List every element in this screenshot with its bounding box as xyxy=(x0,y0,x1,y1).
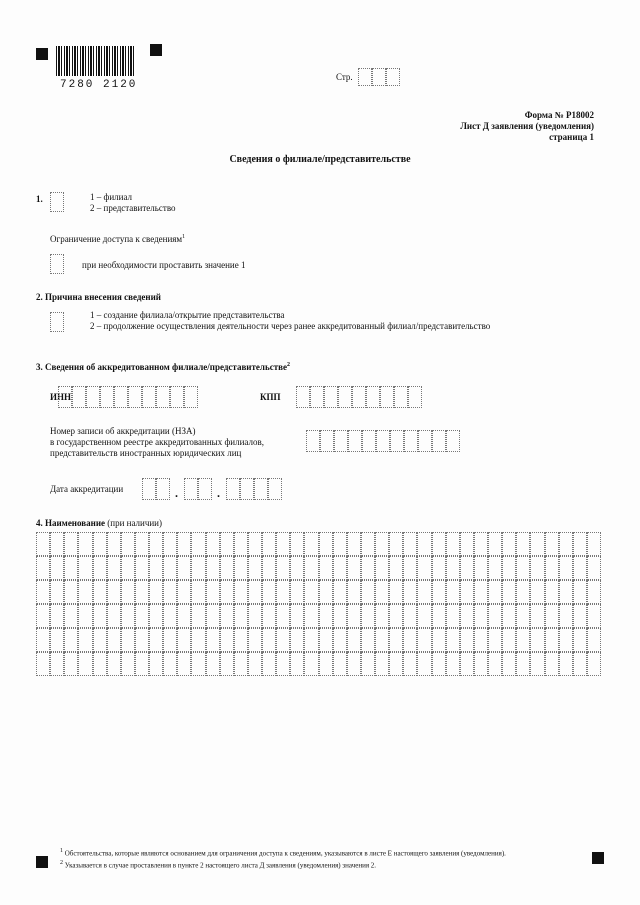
name-cell[interactable] xyxy=(304,580,318,604)
name-grid-row[interactable] xyxy=(36,556,601,580)
name-cell[interactable] xyxy=(78,532,92,556)
name-cell[interactable] xyxy=(488,556,502,580)
name-cell[interactable] xyxy=(64,604,78,628)
name-cell[interactable] xyxy=(36,652,50,676)
name-cell[interactable] xyxy=(403,652,417,676)
name-cell[interactable] xyxy=(319,556,333,580)
name-cell[interactable] xyxy=(234,628,248,652)
name-cell[interactable] xyxy=(206,556,220,580)
name-cell[interactable] xyxy=(319,532,333,556)
name-cell[interactable] xyxy=(107,556,121,580)
name-cell[interactable] xyxy=(361,532,375,556)
name-cell[interactable] xyxy=(220,628,234,652)
name-cell[interactable] xyxy=(36,532,50,556)
name-cell[interactable] xyxy=(276,652,290,676)
name-cell[interactable] xyxy=(262,604,276,628)
name-cell[interactable] xyxy=(107,532,121,556)
name-cell[interactable] xyxy=(488,652,502,676)
name-cell[interactable] xyxy=(135,652,149,676)
name-cell[interactable] xyxy=(149,556,163,580)
name-cell[interactable] xyxy=(516,532,530,556)
name-cell[interactable] xyxy=(587,652,601,676)
access-restriction-label: Ограничение доступа к сведениям$^1$ xyxy=(50,234,186,244)
name-cell[interactable] xyxy=(474,580,488,604)
name-cell[interactable] xyxy=(361,604,375,628)
reason-cell[interactable] xyxy=(50,312,64,332)
nza-label-3: представительств иностранных юридических лиц xyxy=(50,448,242,458)
name-cell[interactable] xyxy=(135,628,149,652)
name-cell[interactable] xyxy=(545,652,559,676)
name-cell[interactable] xyxy=(220,556,234,580)
name-cell[interactable] xyxy=(36,580,50,604)
name-cell[interactable] xyxy=(545,628,559,652)
name-cell[interactable] xyxy=(220,604,234,628)
name-cell[interactable] xyxy=(121,652,135,676)
name-cell[interactable] xyxy=(460,532,474,556)
nza-label-2: в государственном реестре аккредитованных филиалов, xyxy=(50,437,264,447)
name-cell[interactable] xyxy=(135,532,149,556)
name-cell[interactable] xyxy=(516,628,530,652)
name-cell[interactable] xyxy=(389,604,403,628)
name-cell[interactable] xyxy=(347,628,361,652)
sheet-name: Лист Д заявления (уведомления) xyxy=(460,121,594,131)
name-cell[interactable] xyxy=(375,532,389,556)
name-cell[interactable] xyxy=(191,556,205,580)
name-cell[interactable] xyxy=(64,556,78,580)
name-cell[interactable] xyxy=(248,652,262,676)
name-cell[interactable] xyxy=(290,556,304,580)
name-cell[interactable] xyxy=(149,580,163,604)
name-cell[interactable] xyxy=(347,604,361,628)
name-cell[interactable] xyxy=(191,604,205,628)
name-cell[interactable] xyxy=(163,580,177,604)
name-cell[interactable] xyxy=(488,580,502,604)
name-cell[interactable] xyxy=(502,556,516,580)
name-cell[interactable] xyxy=(545,604,559,628)
name-cell[interactable] xyxy=(248,532,262,556)
name-cell[interactable] xyxy=(573,652,587,676)
name-cell[interactable] xyxy=(375,556,389,580)
name-cell[interactable] xyxy=(502,604,516,628)
name-cell[interactable] xyxy=(78,556,92,580)
name-cell[interactable] xyxy=(403,580,417,604)
name-cell[interactable] xyxy=(403,628,417,652)
branch-type-cell[interactable] xyxy=(50,192,64,212)
name-cell[interactable] xyxy=(64,652,78,676)
name-cell[interactable] xyxy=(389,580,403,604)
name-cell[interactable] xyxy=(347,556,361,580)
name-cell[interactable] xyxy=(304,652,318,676)
name-cell[interactable] xyxy=(361,580,375,604)
name-cell[interactable] xyxy=(206,580,220,604)
name-cell[interactable] xyxy=(234,532,248,556)
name-cell[interactable] xyxy=(488,628,502,652)
name-cell[interactable] xyxy=(248,556,262,580)
name-cell[interactable] xyxy=(530,580,544,604)
name-cell[interactable] xyxy=(304,604,318,628)
name-cell[interactable] xyxy=(304,628,318,652)
name-cell[interactable] xyxy=(389,532,403,556)
name-cell[interactable] xyxy=(50,652,64,676)
reason-option-2: 2 – продолжение осуществления деятельности через ранее аккредитованный филиал/представительство xyxy=(90,321,491,331)
footnote-1: $^1$ Обстоятельства, которые являются основанием для ограничения доступа к сведениям, указываются в листе Е настоящего заявления (уведомления). xyxy=(60,848,506,858)
name-cell[interactable] xyxy=(220,532,234,556)
name-cell[interactable] xyxy=(347,532,361,556)
branch-option-2: 2 – представительство xyxy=(90,203,176,213)
name-cell[interactable] xyxy=(333,604,347,628)
sheet-page: страница 1 xyxy=(549,132,594,142)
barcode xyxy=(56,46,136,76)
name-cell[interactable] xyxy=(206,628,220,652)
name-cell[interactable] xyxy=(375,628,389,652)
name-cell[interactable] xyxy=(474,652,488,676)
name-cell[interactable] xyxy=(121,556,135,580)
name-cell[interactable] xyxy=(530,628,544,652)
nza-field[interactable] xyxy=(306,430,460,452)
page-cell[interactable] xyxy=(358,68,372,86)
accreditation-date-label: Дата аккредитации xyxy=(50,484,124,494)
name-cell[interactable] xyxy=(545,532,559,556)
name-cell[interactable] xyxy=(177,652,191,676)
name-cell[interactable] xyxy=(50,604,64,628)
name-cell[interactable] xyxy=(573,628,587,652)
name-cell[interactable] xyxy=(545,556,559,580)
section1-number: 1. xyxy=(36,194,43,204)
name-cell[interactable] xyxy=(319,604,333,628)
name-cell[interactable] xyxy=(446,532,460,556)
name-cell[interactable] xyxy=(474,628,488,652)
name-cell[interactable] xyxy=(50,580,64,604)
name-cell[interactable] xyxy=(234,580,248,604)
name-cell[interactable] xyxy=(446,556,460,580)
name-cell[interactable] xyxy=(432,532,446,556)
section3-title: 3. Сведения об аккредитованном филиале/представительстве$^2$ xyxy=(36,362,290,372)
name-cell[interactable] xyxy=(587,628,601,652)
nza-label-1: Номер записи об аккредитации (НЗА) xyxy=(50,426,196,436)
name-cell[interactable] xyxy=(276,628,290,652)
name-cell[interactable] xyxy=(432,628,446,652)
name-cell[interactable] xyxy=(135,556,149,580)
name-cell[interactable] xyxy=(333,628,347,652)
name-cell[interactable] xyxy=(319,580,333,604)
inn-field[interactable] xyxy=(58,386,198,408)
name-cell[interactable] xyxy=(262,532,276,556)
name-cell[interactable] xyxy=(304,556,318,580)
name-cell[interactable] xyxy=(474,604,488,628)
name-cell[interactable] xyxy=(93,628,107,652)
name-cell[interactable] xyxy=(107,580,121,604)
name-cell[interactable] xyxy=(502,532,516,556)
name-cell[interactable] xyxy=(530,604,544,628)
name-cell[interactable] xyxy=(121,604,135,628)
name-cell[interactable] xyxy=(516,556,530,580)
name-grid-row[interactable] xyxy=(36,604,601,628)
name-cell[interactable] xyxy=(149,532,163,556)
registration-mark-top-right xyxy=(150,44,162,56)
registration-mark-bottom-left xyxy=(36,856,48,868)
name-cell[interactable] xyxy=(290,532,304,556)
name-cell[interactable] xyxy=(78,604,92,628)
name-cell[interactable] xyxy=(417,556,431,580)
name-cell[interactable] xyxy=(530,532,544,556)
name-cell[interactable] xyxy=(587,580,601,604)
name-cell[interactable] xyxy=(206,652,220,676)
name-cell[interactable] xyxy=(375,652,389,676)
name-cell[interactable] xyxy=(121,628,135,652)
name-cell[interactable] xyxy=(432,556,446,580)
name-cell[interactable] xyxy=(191,532,205,556)
name-cell[interactable] xyxy=(262,628,276,652)
name-cell[interactable] xyxy=(389,556,403,580)
date-month-field[interactable] xyxy=(184,478,212,500)
name-cell[interactable] xyxy=(460,652,474,676)
name-cell[interactable] xyxy=(262,652,276,676)
name-cell[interactable] xyxy=(516,604,530,628)
name-cell[interactable] xyxy=(121,580,135,604)
name-cell[interactable] xyxy=(276,532,290,556)
name-cell[interactable] xyxy=(64,580,78,604)
name-cell[interactable] xyxy=(559,580,573,604)
page-cell[interactable] xyxy=(372,68,386,86)
name-cell[interactable] xyxy=(516,580,530,604)
name-cell[interactable] xyxy=(50,556,64,580)
name-cell[interactable] xyxy=(347,580,361,604)
page-label: Стр. xyxy=(336,72,353,82)
name-cell[interactable] xyxy=(206,532,220,556)
name-cell[interactable] xyxy=(234,604,248,628)
name-cell[interactable] xyxy=(403,604,417,628)
name-cell[interactable] xyxy=(559,532,573,556)
name-cell[interactable] xyxy=(559,652,573,676)
name-cell[interactable] xyxy=(248,604,262,628)
name-cell[interactable] xyxy=(50,628,64,652)
name-cell[interactable] xyxy=(262,580,276,604)
name-cell[interactable] xyxy=(78,652,92,676)
name-cell[interactable] xyxy=(107,652,121,676)
name-cell[interactable] xyxy=(234,652,248,676)
name-cell[interactable] xyxy=(488,532,502,556)
name-cell[interactable] xyxy=(163,532,177,556)
name-cell[interactable] xyxy=(78,628,92,652)
name-cell[interactable] xyxy=(530,556,544,580)
name-cell[interactable] xyxy=(587,556,601,580)
name-cell[interactable] xyxy=(333,652,347,676)
name-cell[interactable] xyxy=(446,604,460,628)
name-cell[interactable] xyxy=(107,604,121,628)
name-cell[interactable] xyxy=(149,604,163,628)
name-cell[interactable] xyxy=(417,604,431,628)
name-cell[interactable] xyxy=(220,580,234,604)
name-cell[interactable] xyxy=(107,628,121,652)
name-cell[interactable] xyxy=(93,556,107,580)
name-cell[interactable] xyxy=(149,652,163,676)
name-cell[interactable] xyxy=(135,604,149,628)
name-cell[interactable] xyxy=(432,652,446,676)
registration-mark-bottom-right xyxy=(592,852,604,864)
name-cell[interactable] xyxy=(573,556,587,580)
name-cell[interactable] xyxy=(389,652,403,676)
name-cell[interactable] xyxy=(559,604,573,628)
page-cell[interactable] xyxy=(386,68,400,86)
name-cell[interactable] xyxy=(163,604,177,628)
name-cell[interactable] xyxy=(587,604,601,628)
date-separator: . xyxy=(217,486,220,500)
name-cell[interactable] xyxy=(446,652,460,676)
name-cell[interactable] xyxy=(191,628,205,652)
name-cell[interactable] xyxy=(248,628,262,652)
name-cell[interactable] xyxy=(417,628,431,652)
name-cell[interactable] xyxy=(587,532,601,556)
name-cell[interactable] xyxy=(389,628,403,652)
name-cell[interactable] xyxy=(488,604,502,628)
name-cell[interactable] xyxy=(361,628,375,652)
name-cell[interactable] xyxy=(290,628,304,652)
name-cell[interactable] xyxy=(403,532,417,556)
name-cell[interactable] xyxy=(573,604,587,628)
name-cell[interactable] xyxy=(78,580,92,604)
name-cell[interactable] xyxy=(177,556,191,580)
name-cell[interactable] xyxy=(502,652,516,676)
name-cell[interactable] xyxy=(191,652,205,676)
barcode-number: 7280 2120 xyxy=(60,79,138,91)
name-cell[interactable] xyxy=(375,604,389,628)
name-cell[interactable] xyxy=(93,604,107,628)
access-restriction-hint: при необходимости проставить значение 1 xyxy=(82,260,246,270)
name-cell[interactable] xyxy=(191,580,205,604)
name-cell[interactable] xyxy=(573,580,587,604)
name-cell[interactable] xyxy=(502,580,516,604)
name-grid-row[interactable] xyxy=(36,580,601,604)
section2-title: 2. Причина внесения сведений xyxy=(36,292,161,302)
name-cell[interactable] xyxy=(432,604,446,628)
name-cell[interactable] xyxy=(163,652,177,676)
registration-mark-top-left xyxy=(36,48,48,60)
name-cell[interactable] xyxy=(177,628,191,652)
name-cell[interactable] xyxy=(304,532,318,556)
name-cell[interactable] xyxy=(361,556,375,580)
access-restriction-cell[interactable] xyxy=(50,254,64,274)
name-cell[interactable] xyxy=(417,652,431,676)
footnote-2: $^2$ Указывается в случае проставления в пункте 2 настоящего листа Д заявления (уведомления) значения 2. xyxy=(60,860,377,870)
section4-title: 4. Наименование (при наличии) xyxy=(36,518,162,528)
name-cell[interactable] xyxy=(460,580,474,604)
name-cell[interactable] xyxy=(417,580,431,604)
name-cell[interactable] xyxy=(220,652,234,676)
date-year-field[interactable] xyxy=(226,478,282,500)
name-cell[interactable] xyxy=(474,556,488,580)
reason-option-1: 1 – создание филиала/открытие представительства xyxy=(90,310,285,320)
form-number: Форма № Р18002 xyxy=(524,110,594,120)
name-cell[interactable] xyxy=(347,652,361,676)
name-cell[interactable] xyxy=(121,532,135,556)
name-cell[interactable] xyxy=(50,532,64,556)
page-number-cells[interactable] xyxy=(358,68,400,86)
name-cell[interactable] xyxy=(64,532,78,556)
name-cell[interactable] xyxy=(276,556,290,580)
name-cell[interactable] xyxy=(290,652,304,676)
name-cell[interactable] xyxy=(234,556,248,580)
name-cell[interactable] xyxy=(149,628,163,652)
name-cell[interactable] xyxy=(460,604,474,628)
name-cell[interactable] xyxy=(403,556,417,580)
kpp-label: КПП xyxy=(260,392,281,402)
name-cell[interactable] xyxy=(177,580,191,604)
name-grid-row[interactable] xyxy=(36,652,601,676)
name-cell[interactable] xyxy=(177,604,191,628)
name-grid-row[interactable] xyxy=(36,532,601,556)
branch-option-1: 1 – филиал xyxy=(90,192,133,202)
name-cell[interactable] xyxy=(516,652,530,676)
name-cell[interactable] xyxy=(333,556,347,580)
name-cell[interactable] xyxy=(163,556,177,580)
name-grid-row[interactable] xyxy=(36,628,601,652)
name-cell[interactable] xyxy=(474,532,488,556)
name-cell[interactable] xyxy=(545,580,559,604)
name-cell[interactable] xyxy=(177,532,191,556)
name-cell[interactable] xyxy=(333,580,347,604)
name-cell[interactable] xyxy=(319,628,333,652)
kpp-field[interactable] xyxy=(296,386,422,408)
name-cell[interactable] xyxy=(36,628,50,652)
name-cell[interactable] xyxy=(460,628,474,652)
name-cell[interactable] xyxy=(36,556,50,580)
name-cell[interactable] xyxy=(446,628,460,652)
page-title: Сведения о филиале/представительстве xyxy=(229,154,411,165)
date-separator: . xyxy=(175,486,178,500)
name-cell[interactable] xyxy=(276,604,290,628)
name-cell[interactable] xyxy=(432,580,446,604)
name-cell[interactable] xyxy=(93,652,107,676)
name-cell[interactable] xyxy=(361,652,375,676)
name-cell[interactable] xyxy=(248,580,262,604)
name-cell[interactable] xyxy=(573,532,587,556)
name-cell[interactable] xyxy=(559,556,573,580)
name-cell[interactable] xyxy=(93,580,107,604)
name-cell[interactable] xyxy=(559,628,573,652)
inn-label: ИНН xyxy=(50,392,72,402)
date-day-field[interactable] xyxy=(142,478,170,500)
name-cell[interactable] xyxy=(262,556,276,580)
name-cell[interactable] xyxy=(375,580,389,604)
name-cell[interactable] xyxy=(36,604,50,628)
name-cell[interactable] xyxy=(64,628,78,652)
name-cell[interactable] xyxy=(93,532,107,556)
name-cell[interactable] xyxy=(276,580,290,604)
name-cell[interactable] xyxy=(446,580,460,604)
name-grid[interactable] xyxy=(36,532,601,676)
name-cell[interactable] xyxy=(502,628,516,652)
name-cell[interactable] xyxy=(290,604,304,628)
name-cell[interactable] xyxy=(290,580,304,604)
name-cell[interactable] xyxy=(460,556,474,580)
name-cell[interactable] xyxy=(206,604,220,628)
name-cell[interactable] xyxy=(163,628,177,652)
name-cell[interactable] xyxy=(530,652,544,676)
name-cell[interactable] xyxy=(333,532,347,556)
name-cell[interactable] xyxy=(417,532,431,556)
name-cell[interactable] xyxy=(319,652,333,676)
name-cell[interactable] xyxy=(135,580,149,604)
